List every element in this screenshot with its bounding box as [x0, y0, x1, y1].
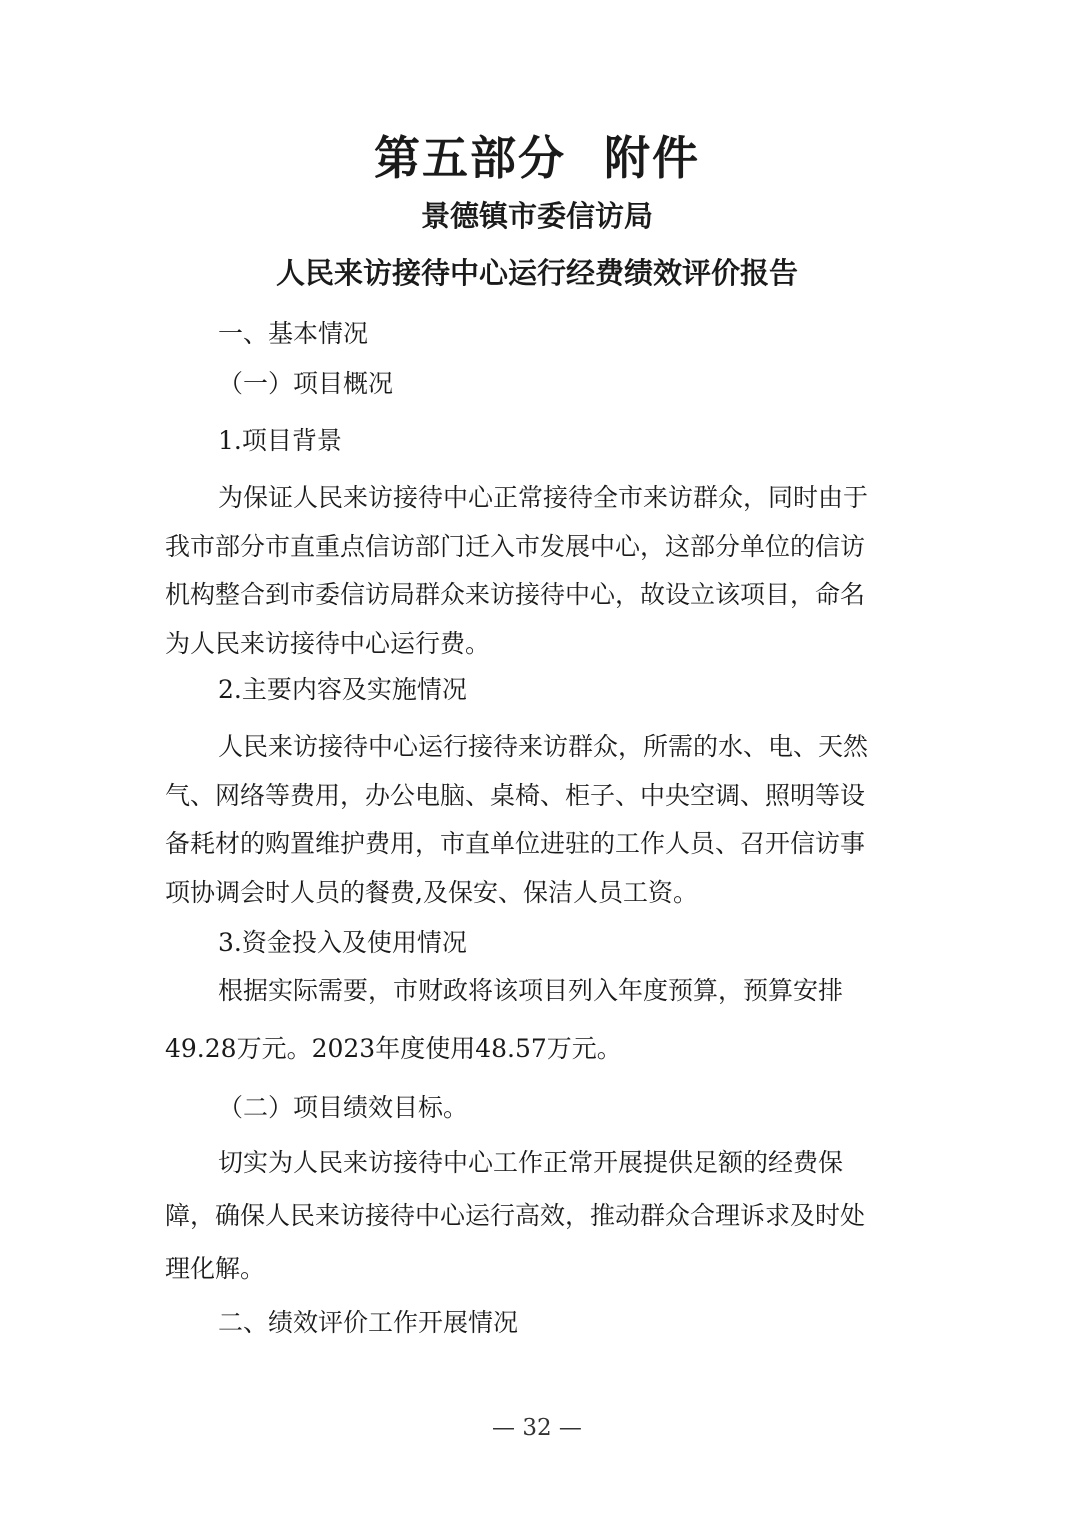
paragraph-line: 我市部分市直重点信访部门迁入市发展中心，这部分单位的信访 [165, 531, 866, 561]
paragraph-line: 备耗材的购置维护费用，市直单位进驻的工作人员、召开信访事 [165, 829, 866, 858]
paragraph-line: 项协调会时人员的餐费,及保安、保洁人员工资。 [165, 877, 698, 907]
paragraph-content [165, 729, 910, 923]
paragraph-goals [165, 1145, 910, 1300]
title-name: 附件 [604, 131, 700, 185]
subtitle-agency: 景德镇市委信访局 [420, 199, 653, 233]
subsection-heading-2: （二）项目绩效目标。 [218, 1093, 469, 1122]
section-heading-1: 一、基本情况 [218, 319, 369, 348]
paragraph-line: 为保证人民来访接待中心正常接待全市来访群众，同时由于 [218, 483, 869, 512]
page-title [0, 128, 1074, 188]
paragraph-line: 理化解。 [165, 1254, 266, 1283]
subtitle-report: 人民来访接待中心运行经费绩效评价报告 [275, 256, 798, 290]
paragraph-background [165, 480, 910, 674]
item-heading-3: 3.资金投入及使用情况 [218, 928, 467, 957]
paragraph-line: 49.28万元。2023年度使用48.57万元。 [165, 1034, 622, 1063]
item-heading-1: 1.项目背景 [218, 426, 342, 455]
item-heading-2: 2.主要内容及实施情况 [218, 675, 467, 704]
subsection-heading-1: （一）项目概况 [218, 369, 394, 398]
paragraph-line: 为人民来访接待中心运行费。 [165, 628, 491, 658]
paragraph-funding [165, 973, 910, 1080]
section-heading-2: 二、绩效评价工作开展情况 [218, 1308, 519, 1337]
title-part: 第五部分 [374, 131, 566, 185]
paragraph-line: 气、网络等费用，办公电脑、桌椅、柜子、中央空调、照明等设 [165, 780, 866, 810]
paragraph-line: 根据实际需要，市财政将该项目列入年度预算，预算安排 [218, 976, 844, 1005]
page-number: — 32 — [492, 1415, 582, 1441]
paragraph-line: 机构整合到市委信访局群众来访接待中心，故设立该项目，命名 [165, 580, 866, 609]
paragraph-line: 人民来访接待中心运行接待来访群众，所需的水、电、天然 [218, 732, 869, 761]
paragraph-line: 障，确保人民来访接待中心运行高效，推动群众合理诉求及时处 [165, 1201, 866, 1230]
paragraph-line: 切实为人民来访接待中心工作正常开展提供足额的经费保 [218, 1148, 844, 1177]
